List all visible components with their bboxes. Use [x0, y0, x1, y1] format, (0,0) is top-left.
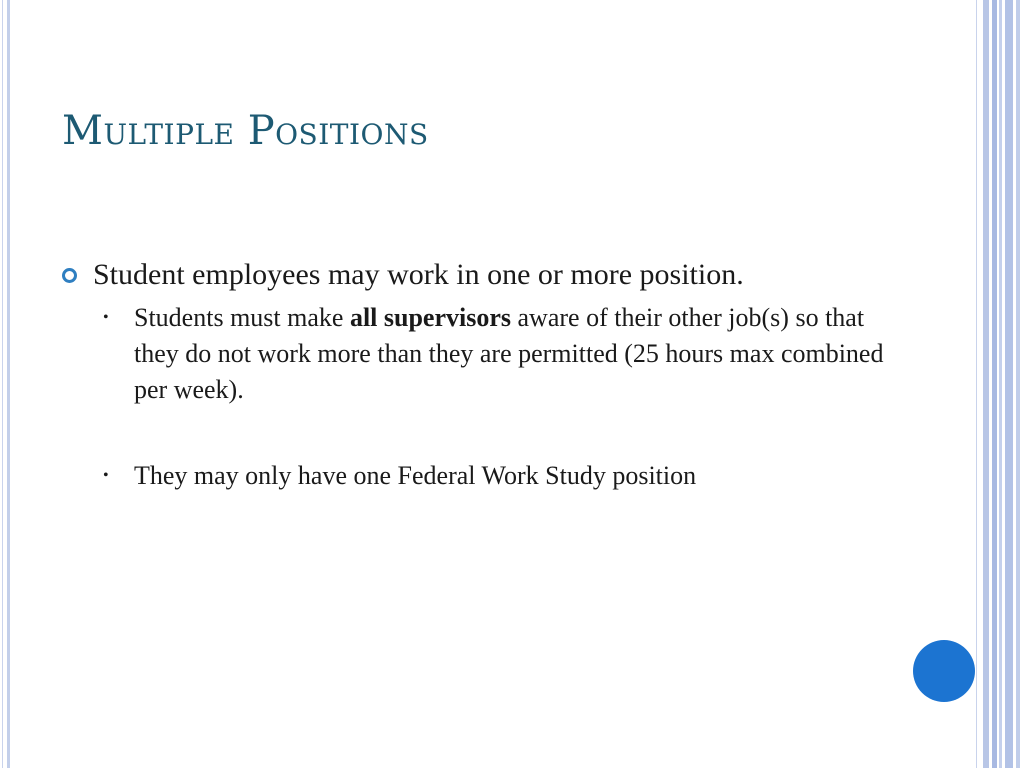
- bullet-main: [62, 254, 902, 296]
- bullet-main-text: Student employees may work in one or more position.: [93, 258, 744, 291]
- sub-bullet-supervisors: [62, 300, 902, 408]
- dot-bullet-icon: •: [103, 467, 109, 484]
- ring-bullet-icon: [62, 268, 77, 283]
- slide-title: Multiple Positions: [62, 108, 429, 154]
- left-border-decoration: [0, 0, 12, 768]
- sub-bullet-fws: [62, 458, 902, 494]
- dot-bullet-icon: •: [103, 309, 109, 326]
- right-border-decoration: [976, 0, 1024, 768]
- sub-bullet-1-text-after: aware of their other job(s) so that they do not work more than they are permitted (25 hours max combined per week).: [134, 303, 884, 404]
- sub-bullet-2-text: They may only have one Federal Work Study position: [134, 461, 697, 490]
- sub-bullet-1-bold: all supervisors: [349, 303, 512, 332]
- circle-decoration-icon: [913, 640, 975, 702]
- sub-bullet-1-text-before: Students must make: [134, 303, 350, 332]
- slide-content: [62, 254, 902, 494]
